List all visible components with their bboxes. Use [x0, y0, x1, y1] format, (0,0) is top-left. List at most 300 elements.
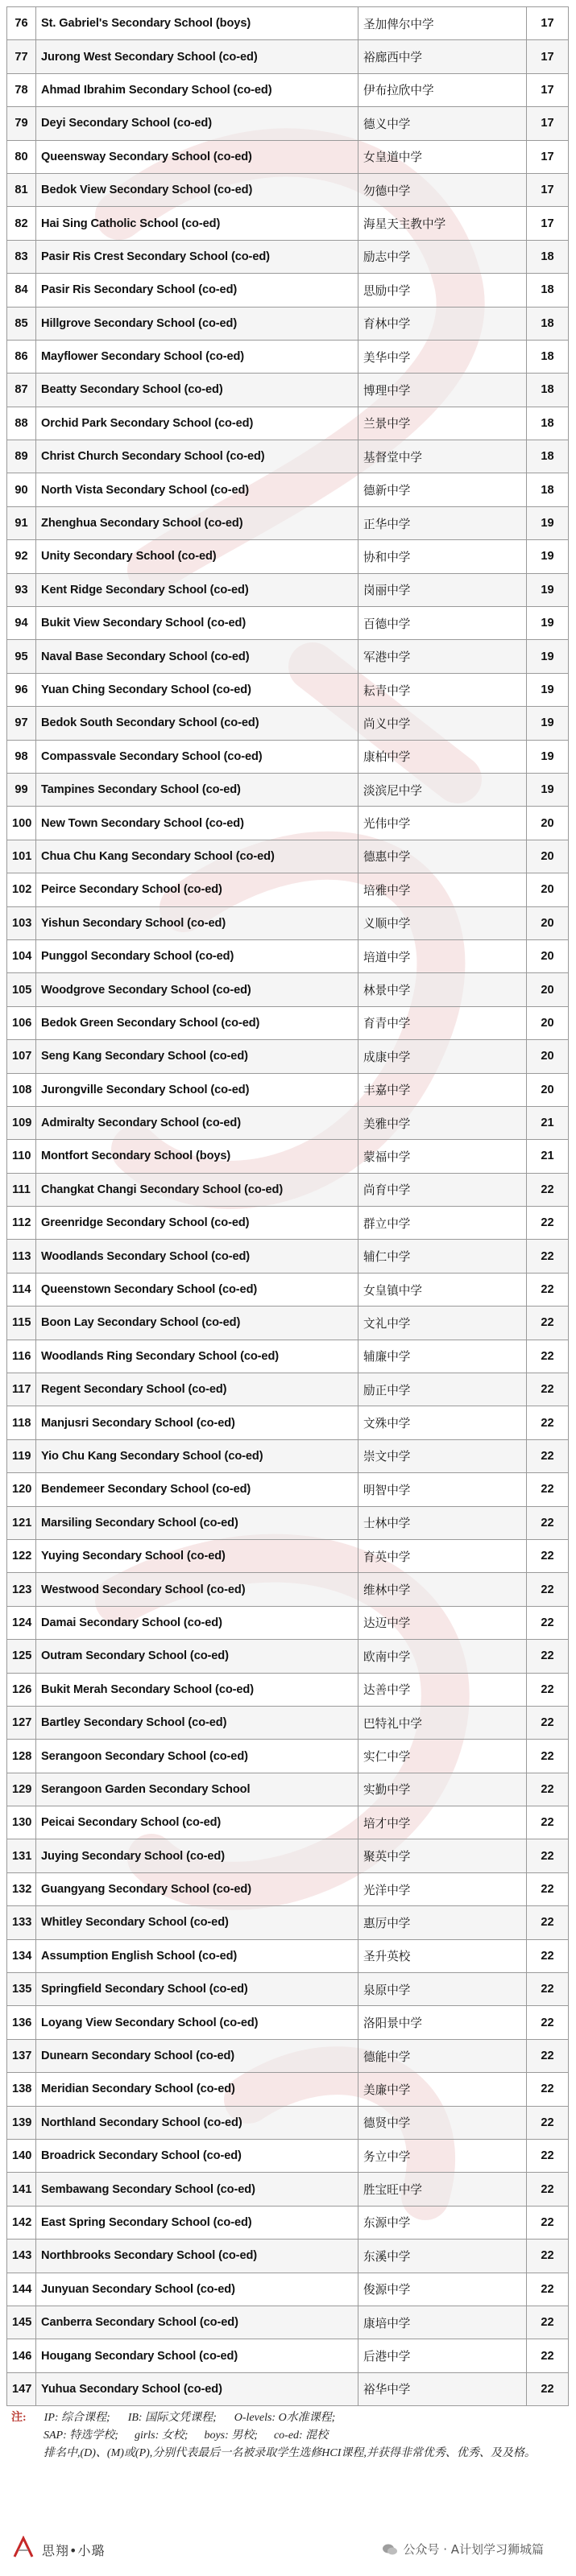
school-name-cn-cell: 群立中学 — [358, 1207, 527, 1240]
rank-cell: 99 — [7, 773, 36, 806]
score-cell: 22 — [527, 2240, 569, 2273]
score-cell: 22 — [527, 1706, 569, 1739]
school-name-cn-cell: 女皇道中学 — [358, 140, 527, 173]
school-name-en-cell: Unity Secondary School (co-ed) — [36, 540, 358, 573]
rank-cell: 82 — [7, 207, 36, 240]
score-cell: 19 — [527, 640, 569, 673]
school-name-en-cell: Deyi Secondary School (co-ed) — [36, 107, 358, 140]
school-name-en-cell: Hai Sing Catholic School (co-ed) — [36, 207, 358, 240]
table-row — [7, 1806, 569, 1839]
score-cell: 22 — [527, 1207, 569, 1240]
rank-cell: 140 — [7, 2140, 36, 2173]
school-name-cn-cell: 康柏中学 — [358, 740, 527, 773]
school-name-en-cell: Bukit View Secondary School (co-ed) — [36, 607, 358, 640]
school-name-cn-cell: 光伟中学 — [358, 807, 527, 840]
rank-cell: 129 — [7, 1773, 36, 1806]
rank-cell: 83 — [7, 240, 36, 273]
table-row — [7, 1906, 569, 1939]
school-name-cn-cell: 兰景中学 — [358, 407, 527, 440]
score-cell: 18 — [527, 374, 569, 407]
table-row — [7, 673, 569, 706]
score-cell: 22 — [527, 1573, 569, 1606]
table-row — [7, 607, 569, 640]
school-name-en-cell: Admiralty Secondary School (co-ed) — [36, 1106, 358, 1139]
school-name-cn-cell: 康培中学 — [358, 2306, 527, 2339]
table-row — [7, 1740, 569, 1773]
school-name-en-cell: Kent Ridge Secondary School (co-ed) — [36, 573, 358, 606]
school-name-en-cell: Sembawang Secondary School (co-ed) — [36, 2173, 358, 2206]
rank-cell: 81 — [7, 173, 36, 206]
school-name-en-cell: Whitley Secondary School (co-ed) — [36, 1906, 358, 1939]
rank-cell: 86 — [7, 340, 36, 373]
rank-cell: 119 — [7, 1439, 36, 1472]
rank-cell: 114 — [7, 1273, 36, 1306]
score-cell: 17 — [527, 140, 569, 173]
school-name-cn-cell: 蒙福中学 — [358, 1140, 527, 1173]
table-row — [7, 2039, 569, 2072]
table-row — [7, 107, 569, 140]
rank-cell: 131 — [7, 1839, 36, 1872]
school-name-cn-cell: 文殊中学 — [358, 1406, 527, 1439]
rank-cell: 127 — [7, 1706, 36, 1739]
school-name-en-cell: Yuan Ching Secondary School (co-ed) — [36, 673, 358, 706]
table-row — [7, 740, 569, 773]
school-name-cn-cell: 育英中学 — [358, 1539, 527, 1572]
school-name-cn-cell: 思励中学 — [358, 274, 527, 307]
rank-cell: 135 — [7, 1973, 36, 2006]
rank-cell: 146 — [7, 2339, 36, 2372]
rank-cell: 112 — [7, 1207, 36, 1240]
school-name-en-cell: Outram Secondary School (co-ed) — [36, 1640, 358, 1673]
school-name-cn-cell: 美廉中学 — [358, 2073, 527, 2106]
rank-cell: 85 — [7, 307, 36, 340]
school-name-cn-cell: 义顺中学 — [358, 906, 527, 939]
rank-cell: 115 — [7, 1307, 36, 1340]
table-row — [7, 840, 569, 873]
score-cell: 22 — [527, 1973, 569, 2006]
score-cell: 17 — [527, 40, 569, 73]
school-name-cn-cell: 惠厉中学 — [358, 1906, 527, 1939]
rank-cell: 76 — [7, 7, 36, 40]
school-name-en-cell: New Town Secondary School (co-ed) — [36, 807, 358, 840]
table-row — [7, 1240, 569, 1273]
table-row — [7, 1073, 569, 1106]
table-row — [7, 2273, 569, 2306]
school-name-cn-cell: 励志中学 — [358, 240, 527, 273]
school-name-cn-cell: 海星天主教中学 — [358, 207, 527, 240]
school-name-en-cell: Bendemeer Secondary School (co-ed) — [36, 1473, 358, 1506]
score-cell: 17 — [527, 173, 569, 206]
table-row — [7, 2306, 569, 2339]
table-row — [7, 2140, 569, 2173]
page — [6, 6, 568, 2462]
rank-cell: 128 — [7, 1740, 36, 1773]
table-row — [7, 407, 569, 440]
table-row — [7, 1973, 569, 2006]
table-row — [7, 1673, 569, 1706]
school-name-cn-cell: 培雅中学 — [358, 873, 527, 906]
rank-cell: 103 — [7, 906, 36, 939]
school-name-cn-cell: 达善中学 — [358, 1673, 527, 1706]
school-name-cn-cell: 美华中学 — [358, 340, 527, 373]
rank-cell: 139 — [7, 2106, 36, 2139]
note-co-ed: co-ed: 混校 — [273, 2429, 329, 2442]
school-name-en-cell: Christ Church Secondary School (co-ed) — [36, 440, 358, 473]
footer-brand: 思翔•小璐 — [42, 2543, 106, 2558]
rank-cell: 111 — [7, 1173, 36, 1206]
score-cell: 22 — [527, 1640, 569, 1673]
school-name-cn-cell: 东源中学 — [358, 2206, 527, 2239]
rank-cell: 108 — [7, 1073, 36, 1106]
rank-cell: 102 — [7, 873, 36, 906]
score-cell: 22 — [527, 1473, 569, 1506]
school-name-en-cell: Hougang Secondary School (co-ed) — [36, 2339, 358, 2372]
table-row — [7, 2073, 569, 2106]
school-name-en-cell: St. Gabriel's Secondary School (boys) — [36, 7, 358, 40]
school-name-en-cell: Marsiling Secondary School (co-ed) — [36, 1506, 358, 1539]
score-cell: 22 — [527, 1839, 569, 1872]
score-cell: 20 — [527, 1006, 569, 1039]
school-name-cn-cell: 军港中学 — [358, 640, 527, 673]
rank-cell: 134 — [7, 1939, 36, 1972]
school-name-en-cell: Yio Chu Kang Secondary School (co-ed) — [36, 1439, 358, 1472]
rank-cell: 98 — [7, 740, 36, 773]
school-name-cn-cell: 文礼中学 — [358, 1307, 527, 1340]
table-row — [7, 1640, 569, 1673]
score-cell: 22 — [527, 2039, 569, 2072]
school-name-cn-cell: 后港中学 — [358, 2339, 527, 2372]
score-cell: 19 — [527, 506, 569, 539]
school-name-en-cell: Tampines Secondary School (co-ed) — [36, 773, 358, 806]
rank-cell: 137 — [7, 2039, 36, 2072]
table-row — [7, 1439, 569, 1472]
score-cell: 22 — [527, 2173, 569, 2206]
school-name-en-cell: Jurongville Secondary School (co-ed) — [36, 1073, 358, 1106]
table-row — [7, 1539, 569, 1572]
rank-cell: 106 — [7, 1006, 36, 1039]
school-name-cn-cell: 伊布拉欣中学 — [358, 73, 527, 106]
rank-cell: 88 — [7, 407, 36, 440]
score-cell: 20 — [527, 939, 569, 972]
school-name-cn-cell: 成康中学 — [358, 1040, 527, 1073]
score-cell: 20 — [527, 906, 569, 939]
table-row — [7, 440, 569, 473]
school-name-en-cell: Compassvale Secondary School (co-ed) — [36, 740, 358, 773]
rank-cell: 124 — [7, 1606, 36, 1639]
rank-cell: 93 — [7, 573, 36, 606]
table-row — [7, 2173, 569, 2206]
rank-cell: 113 — [7, 1240, 36, 1273]
table-row — [7, 1506, 569, 1539]
school-name-cn-cell: 尚育中学 — [358, 1173, 527, 1206]
rank-cell: 107 — [7, 1040, 36, 1073]
rank-cell: 94 — [7, 607, 36, 640]
table-row — [7, 473, 569, 506]
table-row — [7, 1573, 569, 1606]
school-name-en-cell: Westwood Secondary School (co-ed) — [36, 1573, 358, 1606]
table-row — [7, 906, 569, 939]
rank-cell: 143 — [7, 2240, 36, 2273]
school-name-en-cell: Beatty Secondary School (co-ed) — [36, 374, 358, 407]
table-row — [7, 1872, 569, 1905]
table-row — [7, 640, 569, 673]
rank-cell: 123 — [7, 1573, 36, 1606]
school-name-en-cell: Naval Base Secondary School (co-ed) — [36, 640, 358, 673]
score-cell: 18 — [527, 274, 569, 307]
table-row — [7, 1106, 569, 1139]
rank-cell: 117 — [7, 1373, 36, 1406]
school-name-cn-cell: 实仁中学 — [358, 1740, 527, 1773]
table-row — [7, 240, 569, 273]
note-sap: SAP: 特选学校; — [44, 2429, 118, 2442]
school-name-cn-cell: 培才中学 — [358, 1806, 527, 1839]
table-row — [7, 973, 569, 1006]
score-cell: 20 — [527, 1040, 569, 1073]
school-name-en-cell: Woodlands Secondary School (co-ed) — [36, 1240, 358, 1273]
footer-account[interactable] — [382, 2541, 544, 2557]
table-row — [7, 2339, 569, 2372]
school-name-cn-cell: 胜宝旺中学 — [358, 2173, 527, 2206]
school-name-en-cell: Yuhua Secondary School (co-ed) — [36, 2372, 358, 2405]
school-name-en-cell: Peicai Secondary School (co-ed) — [36, 1806, 358, 1839]
table-row — [7, 2006, 569, 2039]
table-row — [7, 2106, 569, 2139]
table-row — [7, 1006, 569, 1039]
rank-cell: 116 — [7, 1340, 36, 1373]
school-name-en-cell: Yishun Secondary School (co-ed) — [36, 906, 358, 939]
school-name-cn-cell: 女皇镇中学 — [358, 1273, 527, 1306]
note-girls: girls: 女校; — [134, 2429, 189, 2442]
rank-cell: 144 — [7, 2273, 36, 2306]
school-name-cn-cell: 美雅中学 — [358, 1106, 527, 1139]
table-row — [7, 1273, 569, 1306]
score-cell: 20 — [527, 1073, 569, 1106]
school-name-cn-cell: 淡滨尼中学 — [358, 773, 527, 806]
school-name-en-cell: Changkat Changi Secondary School (co-ed) — [36, 1173, 358, 1206]
school-name-en-cell: Ahmad Ibrahim Secondary School (co-ed) — [36, 73, 358, 106]
table-row — [7, 274, 569, 307]
school-name-en-cell: Loyang View Secondary School (co-ed) — [36, 2006, 358, 2039]
rank-cell: 89 — [7, 440, 36, 473]
note-ip: IP: 综合课程; — [44, 2412, 110, 2425]
table-row — [7, 540, 569, 573]
school-name-en-cell: North Vista Secondary School (co-ed) — [36, 473, 358, 506]
school-name-cn-cell: 丰嘉中学 — [358, 1073, 527, 1106]
note-scoring: 排名中,(D)、(M)或(P),分别代表最后一名被录取学生选修HCI课程,并获得非常优秀、优秀、及及格。 — [44, 2447, 536, 2460]
score-cell: 22 — [527, 2140, 569, 2173]
school-name-en-cell: Assumption English School (co-ed) — [36, 1939, 358, 1972]
table-row — [7, 207, 569, 240]
rank-cell: 109 — [7, 1106, 36, 1139]
school-name-cn-cell: 聚英中学 — [358, 1839, 527, 1872]
score-cell: 22 — [527, 1740, 569, 1773]
score-cell: 22 — [527, 1173, 569, 1206]
school-name-cn-cell: 基督堂中学 — [358, 440, 527, 473]
school-name-cn-cell: 培道中学 — [358, 939, 527, 972]
note-boys: boys: 男校; — [204, 2429, 258, 2442]
table-row — [7, 506, 569, 539]
rank-cell: 100 — [7, 807, 36, 840]
score-cell: 22 — [527, 2206, 569, 2239]
table-row — [7, 1040, 569, 1073]
table-row — [7, 140, 569, 173]
table-row — [7, 73, 569, 106]
school-name-en-cell: Bedok View Secondary School (co-ed) — [36, 173, 358, 206]
school-name-cn-cell: 圣升英校 — [358, 1939, 527, 1972]
school-name-cn-cell: 崇文中学 — [358, 1439, 527, 1472]
score-cell: 17 — [527, 107, 569, 140]
rank-cell: 125 — [7, 1640, 36, 1673]
score-cell: 22 — [527, 1606, 569, 1639]
score-cell: 22 — [527, 2006, 569, 2039]
school-name-en-cell: Bukit Merah Secondary School (co-ed) — [36, 1673, 358, 1706]
score-cell: 21 — [527, 1106, 569, 1139]
school-name-cn-cell: 协和中学 — [358, 540, 527, 573]
score-cell: 19 — [527, 673, 569, 706]
school-name-en-cell: Dunearn Secondary School (co-ed) — [36, 2039, 358, 2072]
school-name-en-cell: Punggol Secondary School (co-ed) — [36, 939, 358, 972]
note-ib: IB: 国际文凭课程; — [127, 2412, 217, 2425]
score-cell: 19 — [527, 773, 569, 806]
table-row — [7, 340, 569, 373]
rank-cell: 121 — [7, 1506, 36, 1539]
school-name-en-cell: Jurong West Secondary School (co-ed) — [36, 40, 358, 73]
score-cell: 22 — [527, 1872, 569, 1905]
table-row — [7, 1939, 569, 1972]
score-cell: 19 — [527, 607, 569, 640]
school-name-en-cell: Canberra Secondary School (co-ed) — [36, 2306, 358, 2339]
table-row — [7, 1373, 569, 1406]
rank-cell: 130 — [7, 1806, 36, 1839]
rank-cell: 136 — [7, 2006, 36, 2039]
notes-label: 注: — [11, 2412, 27, 2425]
school-name-cn-cell: 育林中学 — [358, 307, 527, 340]
rank-cell: 132 — [7, 1872, 36, 1905]
rank-cell: 96 — [7, 673, 36, 706]
table-row — [7, 173, 569, 206]
school-name-cn-cell: 东溪中学 — [358, 2240, 527, 2273]
rank-cell: 122 — [7, 1539, 36, 1572]
school-name-en-cell: Broadrick Secondary School (co-ed) — [36, 2140, 358, 2173]
rank-cell: 141 — [7, 2173, 36, 2206]
rank-cell: 97 — [7, 707, 36, 740]
rank-cell: 91 — [7, 506, 36, 539]
score-cell: 17 — [527, 73, 569, 106]
school-name-cn-cell: 岗丽中学 — [358, 573, 527, 606]
table-row — [7, 1307, 569, 1340]
school-name-en-cell: Bartley Secondary School (co-ed) — [36, 1706, 358, 1739]
footer-account-label: 公众号 · A计划学习狮城篇 — [403, 2542, 544, 2557]
score-cell: 20 — [527, 973, 569, 1006]
school-name-cn-cell: 正华中学 — [358, 506, 527, 539]
rank-cell: 104 — [7, 939, 36, 972]
school-name-en-cell: Manjusri Secondary School (co-ed) — [36, 1406, 358, 1439]
school-name-cn-cell: 德贤中学 — [358, 2106, 527, 2139]
rank-cell: 147 — [7, 2372, 36, 2405]
score-cell: 17 — [527, 207, 569, 240]
school-name-en-cell: Juying Secondary School (co-ed) — [36, 1839, 358, 1872]
table-row — [7, 807, 569, 840]
score-cell: 22 — [527, 2073, 569, 2106]
score-cell: 22 — [527, 1539, 569, 1572]
table-row — [7, 573, 569, 606]
footer — [0, 2528, 576, 2576]
score-cell: 18 — [527, 240, 569, 273]
wechat-icon — [382, 2543, 398, 2556]
score-cell: 22 — [527, 1673, 569, 1706]
school-name-cn-cell: 欧南中学 — [358, 1640, 527, 1673]
school-ranking-table — [6, 6, 569, 2406]
table-row — [7, 40, 569, 73]
rank-cell: 138 — [7, 2073, 36, 2106]
school-name-en-cell: Greenridge Secondary School (co-ed) — [36, 1207, 358, 1240]
school-name-cn-cell: 圣加俾尔中学 — [358, 7, 527, 40]
school-name-en-cell: Woodgrove Secondary School (co-ed) — [36, 973, 358, 1006]
school-name-en-cell: Seng Kang Secondary School (co-ed) — [36, 1040, 358, 1073]
school-name-cn-cell: 尚义中学 — [358, 707, 527, 740]
rank-cell: 80 — [7, 140, 36, 173]
rank-cell: 133 — [7, 1906, 36, 1939]
rank-cell: 142 — [7, 2206, 36, 2239]
score-cell: 22 — [527, 2339, 569, 2372]
table-row — [7, 939, 569, 972]
school-name-en-cell: Bedok Green Secondary School (co-ed) — [36, 1006, 358, 1039]
score-cell: 17 — [527, 7, 569, 40]
school-name-cn-cell: 德新中学 — [358, 473, 527, 506]
school-name-cn-cell: 德能中学 — [358, 2039, 527, 2072]
school-name-en-cell: Serangoon Secondary School (co-ed) — [36, 1740, 358, 1773]
score-cell: 22 — [527, 2106, 569, 2139]
table-row — [7, 374, 569, 407]
school-name-en-cell: Bedok South Secondary School (co-ed) — [36, 707, 358, 740]
school-name-en-cell: Queenstown Secondary School (co-ed) — [36, 1273, 358, 1306]
rank-cell: 87 — [7, 374, 36, 407]
rank-cell: 101 — [7, 840, 36, 873]
score-cell: 18 — [527, 307, 569, 340]
table-row — [7, 307, 569, 340]
score-cell: 18 — [527, 440, 569, 473]
school-name-cn-cell: 维林中学 — [358, 1573, 527, 1606]
school-name-en-cell: Meridian Secondary School (co-ed) — [36, 2073, 358, 2106]
score-cell: 22 — [527, 1773, 569, 1806]
school-name-en-cell: Orchid Park Secondary School (co-ed) — [36, 407, 358, 440]
school-name-en-cell: Queensway Secondary School (co-ed) — [36, 140, 358, 173]
score-cell: 20 — [527, 873, 569, 906]
school-name-cn-cell: 德义中学 — [358, 107, 527, 140]
school-name-cn-cell: 达迈中学 — [358, 1606, 527, 1639]
table-row — [7, 1606, 569, 1639]
rank-cell: 90 — [7, 473, 36, 506]
table-row — [7, 1406, 569, 1439]
school-name-cn-cell: 林景中学 — [358, 973, 527, 1006]
score-cell: 22 — [527, 1906, 569, 1939]
school-name-en-cell: Peirce Secondary School (co-ed) — [36, 873, 358, 906]
school-name-cn-cell: 实勤中学 — [358, 1773, 527, 1806]
score-cell: 19 — [527, 740, 569, 773]
table-row — [7, 2240, 569, 2273]
score-cell: 22 — [527, 2273, 569, 2306]
score-cell: 20 — [527, 807, 569, 840]
school-name-en-cell: Northbrooks Secondary School (co-ed) — [36, 2240, 358, 2273]
school-name-cn-cell: 耘青中学 — [358, 673, 527, 706]
table-row — [7, 1839, 569, 1872]
school-name-en-cell: East Spring Secondary School (co-ed) — [36, 2206, 358, 2239]
rank-cell: 126 — [7, 1673, 36, 1706]
score-cell: 20 — [527, 840, 569, 873]
school-name-cn-cell: 俊源中学 — [358, 2273, 527, 2306]
table-row — [7, 873, 569, 906]
score-cell: 22 — [527, 1439, 569, 1472]
